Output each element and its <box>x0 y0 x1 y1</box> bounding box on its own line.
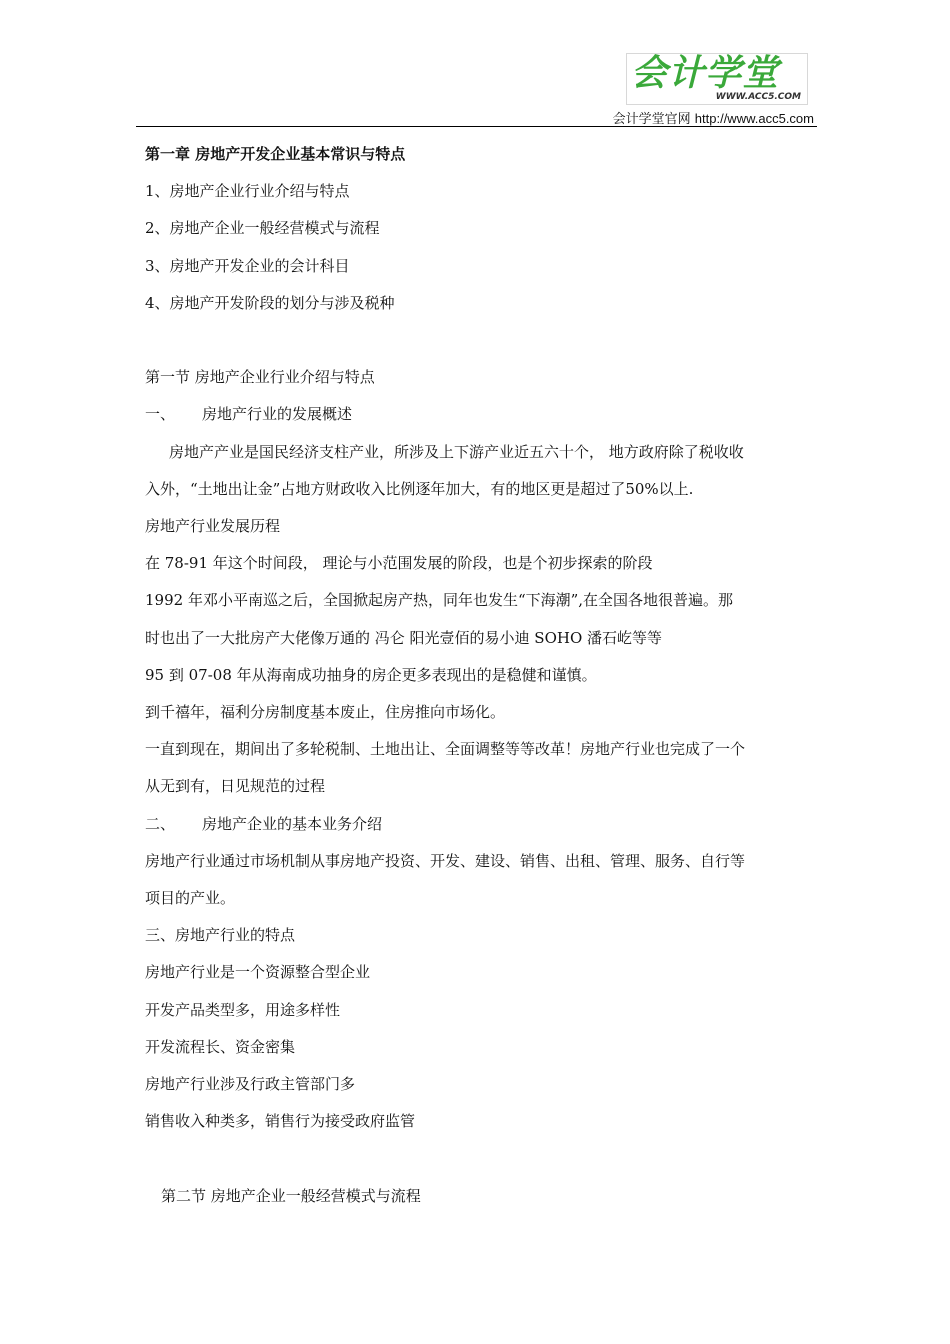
document-body <box>145 136 825 1215</box>
part2-title: 房地产企业的基本业务介绍 <box>202 814 383 833</box>
section1-title: 第一节 房地产企业行业介绍与特点 <box>145 368 375 387</box>
site-url-link[interactable]: http://www.acc5.com <box>694 111 814 126</box>
part3-heading: 三、房地产行业的特点 <box>145 926 296 945</box>
part2-heading <box>145 806 825 843</box>
logo-url: WWW.ACC5.COM <box>715 92 801 102</box>
toc-item: 4、房地产开发阶段的划分与涉及税种 <box>145 293 395 312</box>
site-logo <box>626 53 808 105</box>
toc-item: 2、房地产企业一般经营模式与流程 <box>145 219 380 238</box>
history-item: 95 到 07-08 年从海南成功抽身的房企更多表现出的是稳健和谨慎。 <box>145 665 597 684</box>
toc-item: 3、房地产开发企业的会计科目 <box>145 256 350 275</box>
part1-number: 一、 <box>145 405 176 424</box>
part1-title: 房地产行业的发展概述 <box>202 405 353 424</box>
chapter-title: 第一章 房地产开发企业基本常识与特点 <box>145 145 406 163</box>
site-name: 会计学堂官网 <box>612 112 691 127</box>
history-item: 从无到有，日见规范的过程 <box>145 777 326 796</box>
header-divider <box>136 126 817 127</box>
part2-number: 二、 <box>145 814 176 833</box>
feature-item: 房地产行业是一个资源整合型企业 <box>145 963 371 982</box>
section2-title: 第二节 房地产企业一般经营模式与流程 <box>161 1186 421 1205</box>
feature-item: 开发产品类型多，用途多样性 <box>145 1000 341 1019</box>
history-item: 到千禧年，福利分房制度基本废止，住房推向市场化。 <box>145 703 506 722</box>
history-item: 一直到现在，期间出了多轮税制、土地出让、全面调整等等改革！房地产行业也完成了一个 <box>145 740 746 759</box>
feature-item: 房地产行业涉及行政主管部门多 <box>145 1075 356 1094</box>
history-item: 在 78-91 年这个时间段， 理论与小范围发展的阶段，也是个初步探索的阶段 <box>145 554 653 573</box>
part1-heading <box>145 396 825 433</box>
feature-item: 开发流程长、资金密集 <box>145 1037 296 1056</box>
business-line-1: 房地产行业通过市场机制从事房地产投资、开发、建设、销售、出租、管理、服务、自行等 <box>145 851 746 870</box>
history-title: 房地产行业发展历程 <box>145 517 281 536</box>
business-line-2: 项目的产业。 <box>145 889 236 908</box>
history-item: 时也出了一大批房产大佬像万通的 冯仑 阳光壹佰的易小迪 SOHO 潘石屹等等 <box>145 628 663 647</box>
feature-item: 销售收入种类多，销售行为接受政府监管 <box>145 1112 416 1131</box>
toc-item: 1、房地产企业行业介绍与特点 <box>145 182 350 201</box>
intro-line-2: 入外，“土地出让金”占地方财政收入比例逐年加大，有的地区更是超过了50%以上. <box>145 479 694 498</box>
history-item: 1992 年邓小平南巡之后，全国掀起房产热，同年也发生“下海潮”,在全国各地很普遍。那 <box>145 591 734 610</box>
intro-line-1: 房地产产业是国民经济支柱产业，所涉及上下游产业近五六十个， 地方政府除了税收收 <box>169 442 744 461</box>
logo-text: 会计学堂 <box>631 53 780 94</box>
